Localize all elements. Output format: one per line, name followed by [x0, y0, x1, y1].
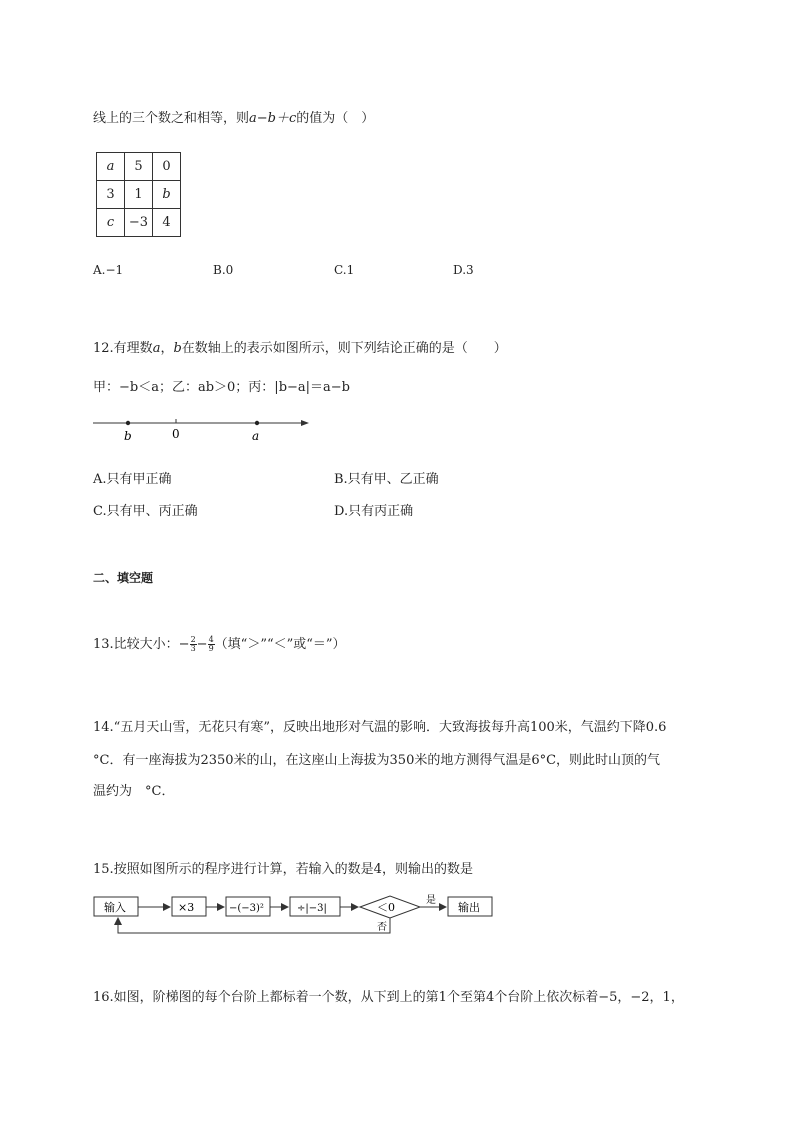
- frac1-den: 3: [190, 644, 196, 653]
- label-zero: 0: [172, 427, 180, 441]
- grid-cell: a: [97, 153, 125, 181]
- flow-step2-label: −(−3)²: [229, 903, 264, 914]
- q13-suffix: （填“＞”“＜”或“＝”）: [214, 637, 346, 652]
- number-line-arrow: [301, 420, 309, 426]
- grid-cell: 1: [125, 181, 153, 209]
- frac2-den: 9: [208, 644, 214, 653]
- q11-option-d[interactable]: D.3: [453, 263, 474, 277]
- q11-option-a[interactable]: A.−1: [93, 263, 124, 277]
- q12-stem-prefix: 12.有理数: [93, 341, 153, 356]
- grid-cell: 4: [153, 209, 181, 237]
- q11-stem: [93, 110, 374, 128]
- q12-option-b[interactable]: B.只有甲、乙正确: [334, 472, 439, 487]
- frac1-num: 2: [190, 635, 196, 644]
- q12-sep: ，: [160, 341, 174, 356]
- grid-cell: b: [153, 181, 181, 209]
- frac2-num: 4: [208, 635, 214, 644]
- q12-option-d[interactable]: D.只有丙正确: [334, 504, 414, 519]
- q12-statements: 甲：−b＜a；乙：ab＞0；丙：|b−a|＝a−b: [93, 380, 350, 395]
- flow-condition-label: ＜0: [377, 901, 395, 914]
- point-a: [255, 421, 259, 425]
- q14-line-2: °C．有一座海拔为2350米的山，在这座山上海拔为350米的地方测得气温是6°C，则此时山顶的气: [93, 753, 661, 768]
- q12-var-b: b: [173, 341, 182, 356]
- grid-cell: −3: [125, 209, 153, 237]
- q12-option-a[interactable]: A.只有甲正确: [93, 472, 172, 487]
- q14-line-3: 温约为 °C．: [93, 784, 175, 799]
- q14-line-1: 14.“五月天山雪，无花只有寒”，反映出地形对气温的影响．大致海拔每升高100米，气温约下降0.6: [93, 720, 667, 735]
- q13-mid: −: [196, 637, 208, 652]
- flow-loop-arrow: [118, 918, 390, 933]
- q12-stem: [93, 340, 507, 358]
- q11-option-c[interactable]: C.1: [334, 263, 355, 277]
- q16-stem: 16.如图，阶梯图的每个台阶上都标着一个数，从下到上的第1个至第4个台阶上依次标着−5，−2，1，: [93, 990, 684, 1005]
- grid-cell: 5: [125, 153, 153, 181]
- label-b: b: [124, 429, 132, 443]
- flow-input-label: 输入: [104, 901, 126, 914]
- q11-option-b[interactable]: B.0: [213, 263, 234, 277]
- q12-var-a: a: [152, 341, 161, 356]
- grid-cell: 0: [153, 153, 181, 181]
- flow-no-label: 否: [377, 922, 387, 933]
- q13-fraction-1: [190, 636, 197, 653]
- grid-cell: 3: [97, 181, 125, 209]
- q13-prefix: 13.比较大小：−: [93, 637, 190, 652]
- flow-step3-label: ÷|−3|: [297, 903, 327, 914]
- q15-stem: 15.按照如图所示的程序进行计算，若输入的数是4，则输出的数是: [93, 862, 473, 877]
- q12-option-c[interactable]: C.只有甲、丙正确: [93, 504, 198, 519]
- flow-yes-label: 是: [426, 895, 436, 906]
- q11-grid: [96, 152, 181, 237]
- q13-fraction-2: [208, 636, 215, 653]
- q12-stem-suffix: 在数轴上的表示如图所示，则下列结论正确的是（ ）: [181, 341, 507, 356]
- q11-stem-expr: a−b＋c: [249, 111, 297, 126]
- section-title: 二、填空题: [93, 571, 154, 585]
- number-line: [90, 410, 315, 445]
- grid-cell: c: [97, 209, 125, 237]
- flow-output-label: 输出: [458, 901, 480, 914]
- q13-stem: [93, 636, 346, 654]
- q11-stem-prefix: 线上的三个数之和相等，则: [93, 111, 250, 126]
- flow-step1-label: ×3: [178, 901, 195, 914]
- q11-stem-suffix: 的值为（ ）: [296, 111, 375, 126]
- point-b: [126, 421, 130, 425]
- flowchart: [90, 889, 500, 939]
- label-a: a: [252, 429, 260, 443]
